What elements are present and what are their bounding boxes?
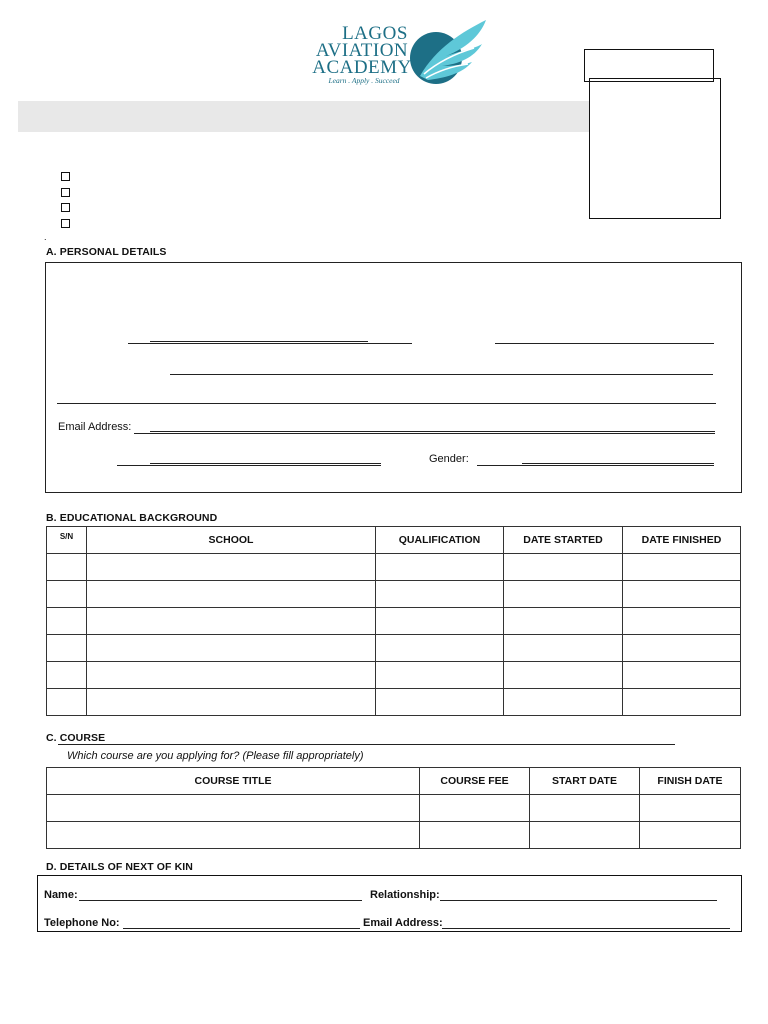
kin-name-label: Name: bbox=[44, 889, 78, 901]
kin-relationship-field[interactable] bbox=[440, 900, 717, 901]
section-title-education: B. EDUCATIONAL BACKGROUND bbox=[46, 512, 218, 524]
kin-relationship-label: Relationship: bbox=[370, 889, 440, 901]
col-date-finished: DATE FINISHED bbox=[623, 527, 741, 554]
course-underline bbox=[58, 744, 675, 745]
col-start-date: START DATE bbox=[530, 768, 640, 795]
section-title-kin: D. DETAILS OF NEXT OF KIN bbox=[46, 861, 193, 873]
table-row bbox=[47, 635, 741, 662]
table-row bbox=[47, 795, 741, 822]
education-header-row bbox=[47, 527, 741, 554]
education-table bbox=[46, 526, 741, 716]
stray-dot: . bbox=[44, 232, 47, 242]
personal-field-5b bbox=[150, 463, 381, 464]
kin-email-field[interactable] bbox=[442, 928, 730, 929]
option-checkbox-4[interactable] bbox=[61, 219, 70, 228]
col-course-title: COURSE TITLE bbox=[47, 768, 420, 795]
personal-field-3[interactable] bbox=[170, 374, 713, 375]
option-checkbox-1[interactable] bbox=[61, 172, 70, 181]
kin-telephone-field[interactable] bbox=[123, 928, 360, 929]
col-course-fee: COURSE FEE bbox=[420, 768, 530, 795]
table-row bbox=[47, 581, 741, 608]
col-finish-date: FINISH DATE bbox=[640, 768, 741, 795]
option-checkbox-3[interactable] bbox=[61, 203, 70, 212]
personal-field-1[interactable] bbox=[128, 343, 412, 344]
personal-field-4[interactable] bbox=[57, 403, 716, 404]
kin-telephone-label: Telephone No: bbox=[44, 917, 120, 929]
col-school: SCHOOL bbox=[87, 527, 376, 554]
logo-line-2: AVIATION bbox=[315, 40, 409, 61]
section-title-personal: A. PERSONAL DETAILS bbox=[46, 246, 167, 258]
email-field-b bbox=[150, 431, 715, 432]
table-row bbox=[47, 822, 741, 849]
logo-tagline: Learn . Apply . Succeed bbox=[328, 76, 400, 85]
col-sn: S/N bbox=[47, 527, 87, 554]
gender-field-b bbox=[522, 463, 714, 464]
personal-field-5[interactable] bbox=[117, 465, 381, 466]
table-row bbox=[47, 689, 741, 716]
wing-icon bbox=[402, 18, 488, 86]
col-qualification: QUALIFICATION bbox=[376, 527, 504, 554]
kin-name-field[interactable] bbox=[79, 900, 362, 901]
course-header-row bbox=[47, 768, 741, 795]
logo-line-3: ACADEMY bbox=[312, 57, 412, 78]
gender-field[interactable] bbox=[477, 465, 714, 466]
col-date-started: DATE STARTED bbox=[504, 527, 623, 554]
personal-field-2[interactable] bbox=[495, 343, 714, 344]
table-row bbox=[47, 662, 741, 689]
email-label: Email Address: bbox=[58, 421, 132, 433]
passport-photo-box[interactable] bbox=[589, 78, 721, 219]
title-banner bbox=[18, 101, 589, 132]
personal-field-1b bbox=[150, 341, 368, 342]
table-row bbox=[47, 554, 741, 581]
kin-email-label: Email Address: bbox=[363, 917, 443, 929]
option-checkbox-2[interactable] bbox=[61, 188, 70, 197]
logo bbox=[308, 18, 488, 88]
section-title-course: C. COURSE bbox=[46, 732, 106, 744]
course-instruction: Which course are you applying for? (Please fill appropriately) bbox=[67, 750, 364, 762]
logo-line-1: LAGOS bbox=[342, 23, 408, 44]
personal-details-box bbox=[45, 262, 742, 493]
gender-label: Gender: bbox=[429, 453, 469, 465]
table-row bbox=[47, 608, 741, 635]
email-field[interactable] bbox=[134, 433, 715, 434]
course-table bbox=[46, 767, 741, 849]
